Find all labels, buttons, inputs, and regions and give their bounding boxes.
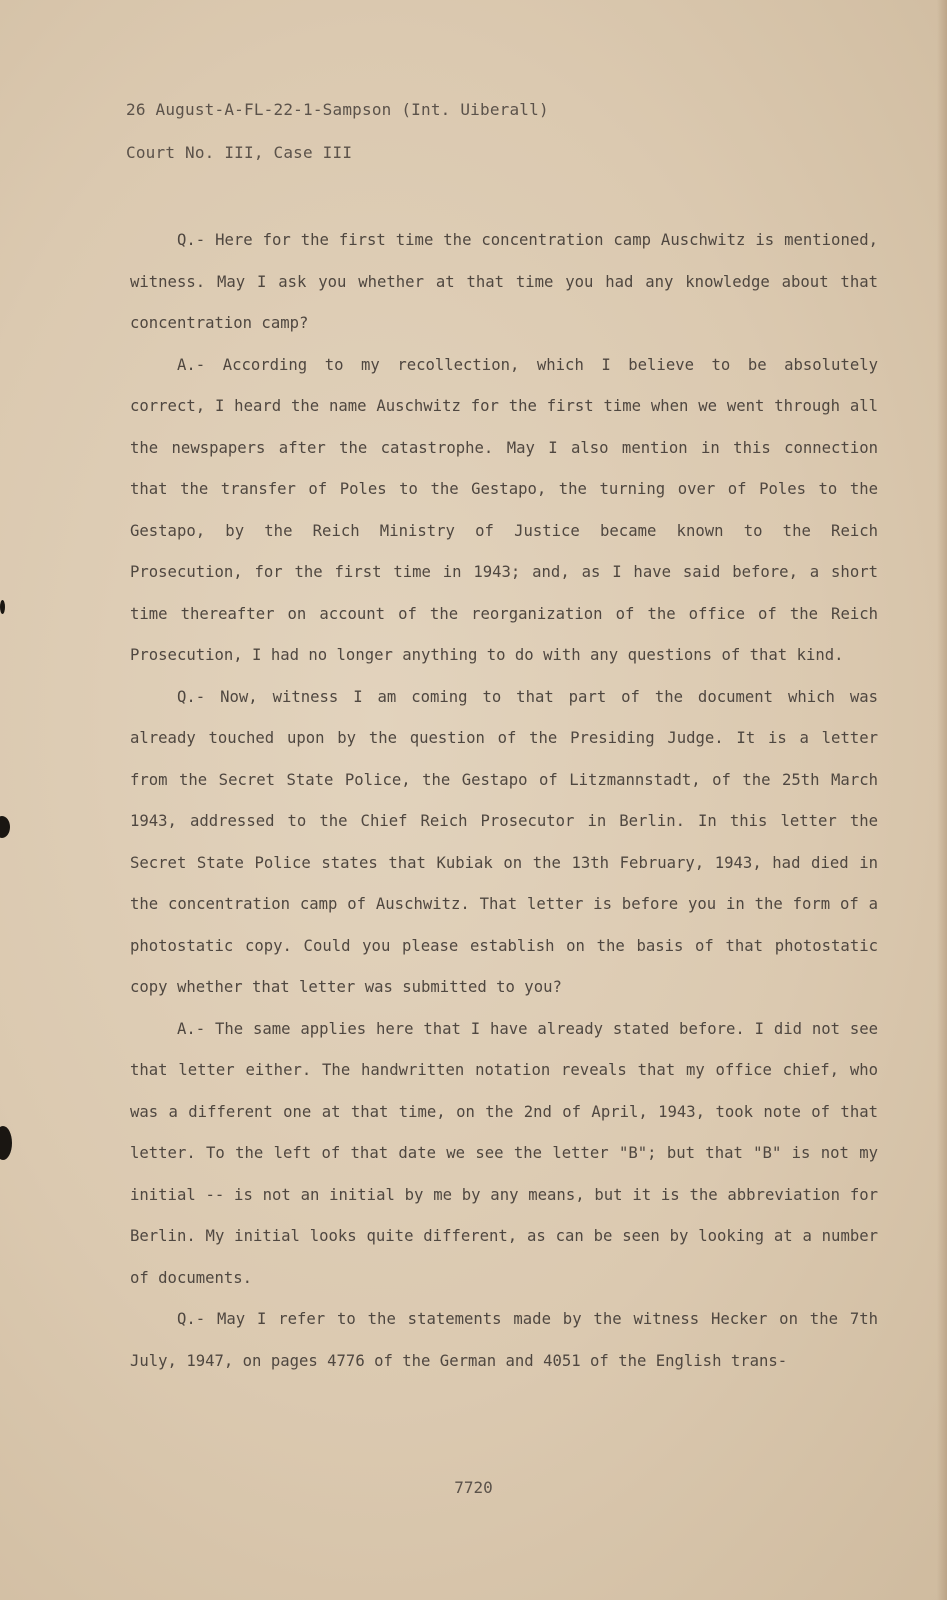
document-header (126, 98, 549, 184)
header-line-2: Court No. III, Case III (126, 143, 353, 162)
punch-hole-mark-bottom (0, 1126, 12, 1160)
page-edge-shadow (937, 0, 947, 1600)
punch-hole-mark-top (0, 816, 10, 838)
paragraph-answer-2: A.- The same applies here that I have already stated before. I did not see that letter either. The handwritten notation reveals that my office chief, who was a different one at that time, on the 2nd of April, 1943, took note of that letter. To the left of that date we see the letter "B"; but that "B" is not my initial -- is not an initial by me by any means, but it is the abbreviation for Berlin. My initial looks quite different, as can be seen by looking at a number of documents. (130, 1019, 878, 1287)
header-line-1: 26 August-A-FL-22-1-Sampson (Int. Uiberall) (126, 100, 549, 119)
paragraph-question-2: Q.- Now, witness I am coming to that part of the document which was already touched upon by the question of the Presiding Judge. It is a letter from the Secret State Police, the Gestapo of Litzmannstadt, of the 25th March 1943, addressed to the Chief Reich Prosecutor in Berlin. In this letter the Secret State Police states that Kubiak on the 13th February, 1943, had died in the concentration camp of Auschwitz. That letter is before you in the form of a photostatic copy. Could you please establish on the basis of that photostatic copy whether that letter was submitted to you? (130, 687, 878, 996)
paragraph-question-3: Q.- May I refer to the statements made by the witness Hecker on the 7th July, 1947, on pages 4776 of the German and 4051 of the English trans- (130, 1310, 878, 1370)
paragraph-answer-1: A.- According to my recollection, which I believe to be absolutely correct, I heard the name Auschwitz for the first time when we went through all the newspapers after the catastrophe. May I also mention in this connection that the transfer of Poles to the Gestapo, the turning over of Poles to the Gestapo, by the Reich Ministry of Justice became known to the Reich Prosecution, for the first time in 1943; and, as I have said before, a short time thereafter on account of the reorganization of the office of the Reich Prosecution, I had no longer anything to do with any questions of that kind. (130, 355, 878, 664)
page-number: 7720 (454, 1478, 493, 1497)
paragraph-question-1: Q.- Here for the first time the concentration camp Auschwitz is mentioned, witness. May I ask you whether at that time you had any knowledge about that concentration camp? (130, 231, 878, 332)
transcript-body (130, 220, 878, 1382)
edge-mark-small (0, 600, 5, 614)
